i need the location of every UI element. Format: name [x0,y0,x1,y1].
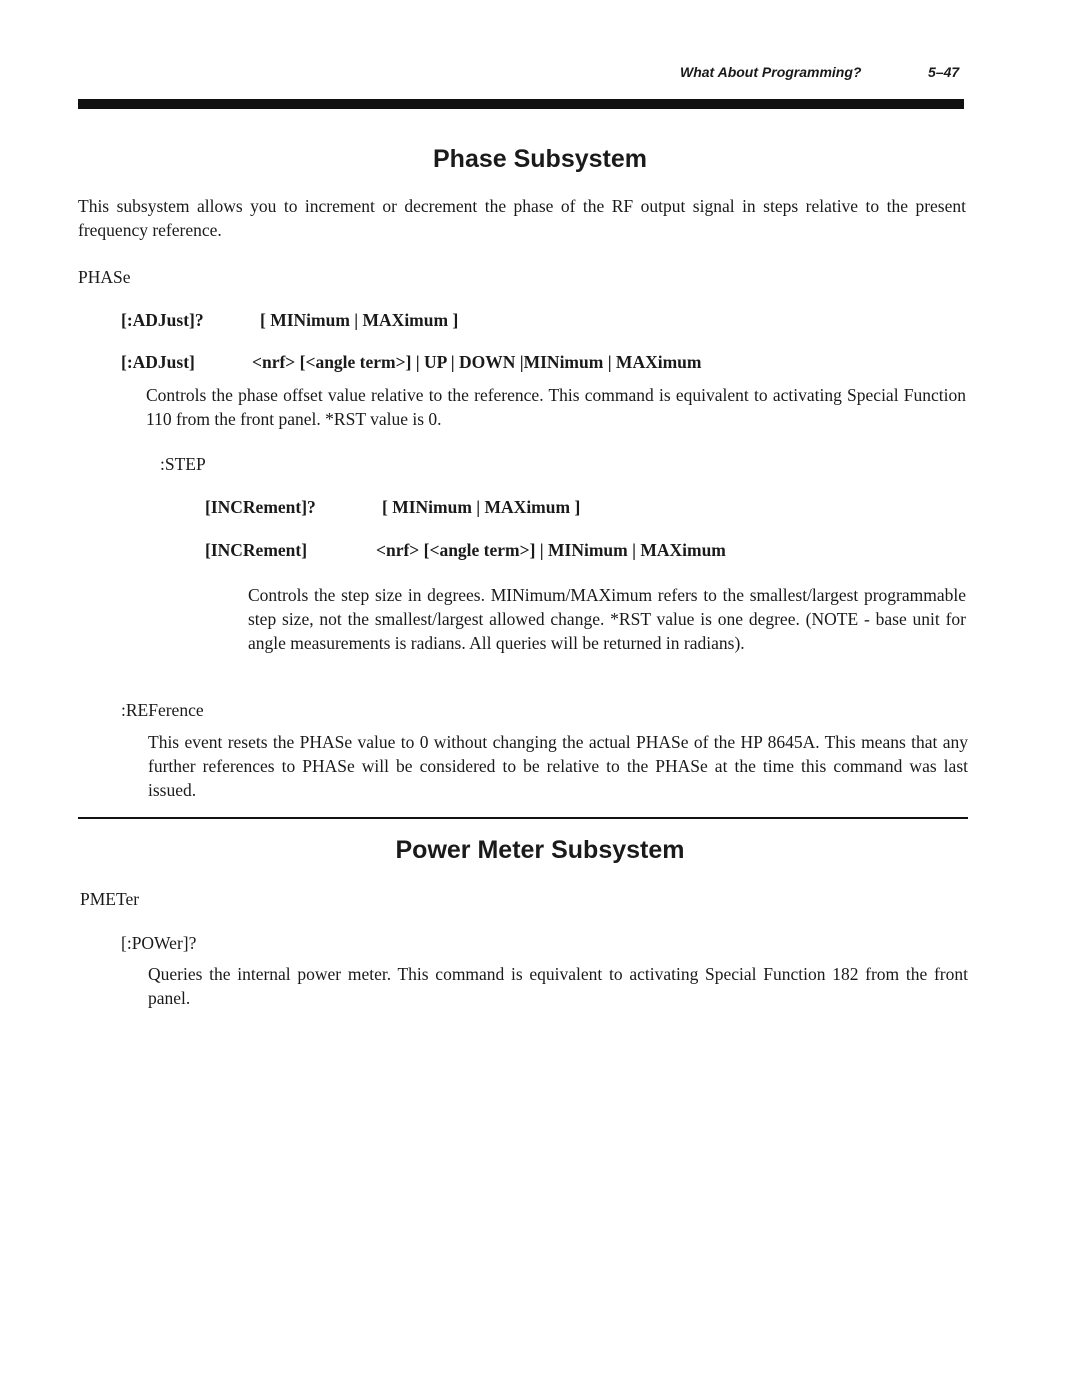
adjust-command: [:ADJust] [121,352,195,372]
reference-command: :REFerence [121,700,204,720]
phase-root-command: PHASe [78,267,131,287]
phase-intro-paragraph: This subsystem allows you to increment or decrement the phase of the RF output signal in steps relative to the present frequency reference. [78,196,966,240]
phase-subsystem-title: Phase Subsystem [433,145,647,173]
header-section-title: What About Programming? [680,64,862,80]
reference-description: This event resets the PHASe value to 0 without changing the actual PHASe of the HP 8645A. This means that any further references to PHASe will be considered to be relative to the PHASe at the time this command was last issued. [148,732,968,800]
pmeter-root-command: PMETer [80,889,140,909]
adjust-query-params: [ MINimum | MAXimum ] [260,310,459,330]
step-command: :STEP [160,454,206,474]
adjust-description: Controls the phase offset value relative to the reference. This command is equivalent to activating Special Function 110 from the front panel. *RST value is 0. [146,385,966,429]
header-rule [78,99,964,109]
increment-command: [INCRement] [205,540,308,560]
power-meter-subsystem-title: Power Meter Subsystem [395,836,685,864]
increment-description: Controls the step size in degrees. MINimum/MAXimum refers to the smallest/largest programmable step size, not the smallest/largest allowed change. *RST value is one degree. (NOTE - base unit for angle measurements is radians. All queries will be returned in radians). [248,585,966,653]
power-description: Queries the internal power meter. This command is equivalent to activating Special Function 182 from the front panel. [148,964,968,1008]
adjust-params: <nrf> [<angle term>] | UP | DOWN |MINimum | MAXimum [252,352,702,372]
increment-query-params: [ MINimum | MAXimum ] [382,497,581,517]
section-divider [78,817,968,819]
increment-query-command: [INCRement]? [205,497,316,517]
increment-params: <nrf> [<angle term>] | MINimum | MAXimum [376,540,726,560]
adjust-query-command: [:ADJust]? [121,310,204,330]
header-page-number: 5–47 [928,64,960,80]
power-query-command: [:POWer]? [121,933,197,953]
